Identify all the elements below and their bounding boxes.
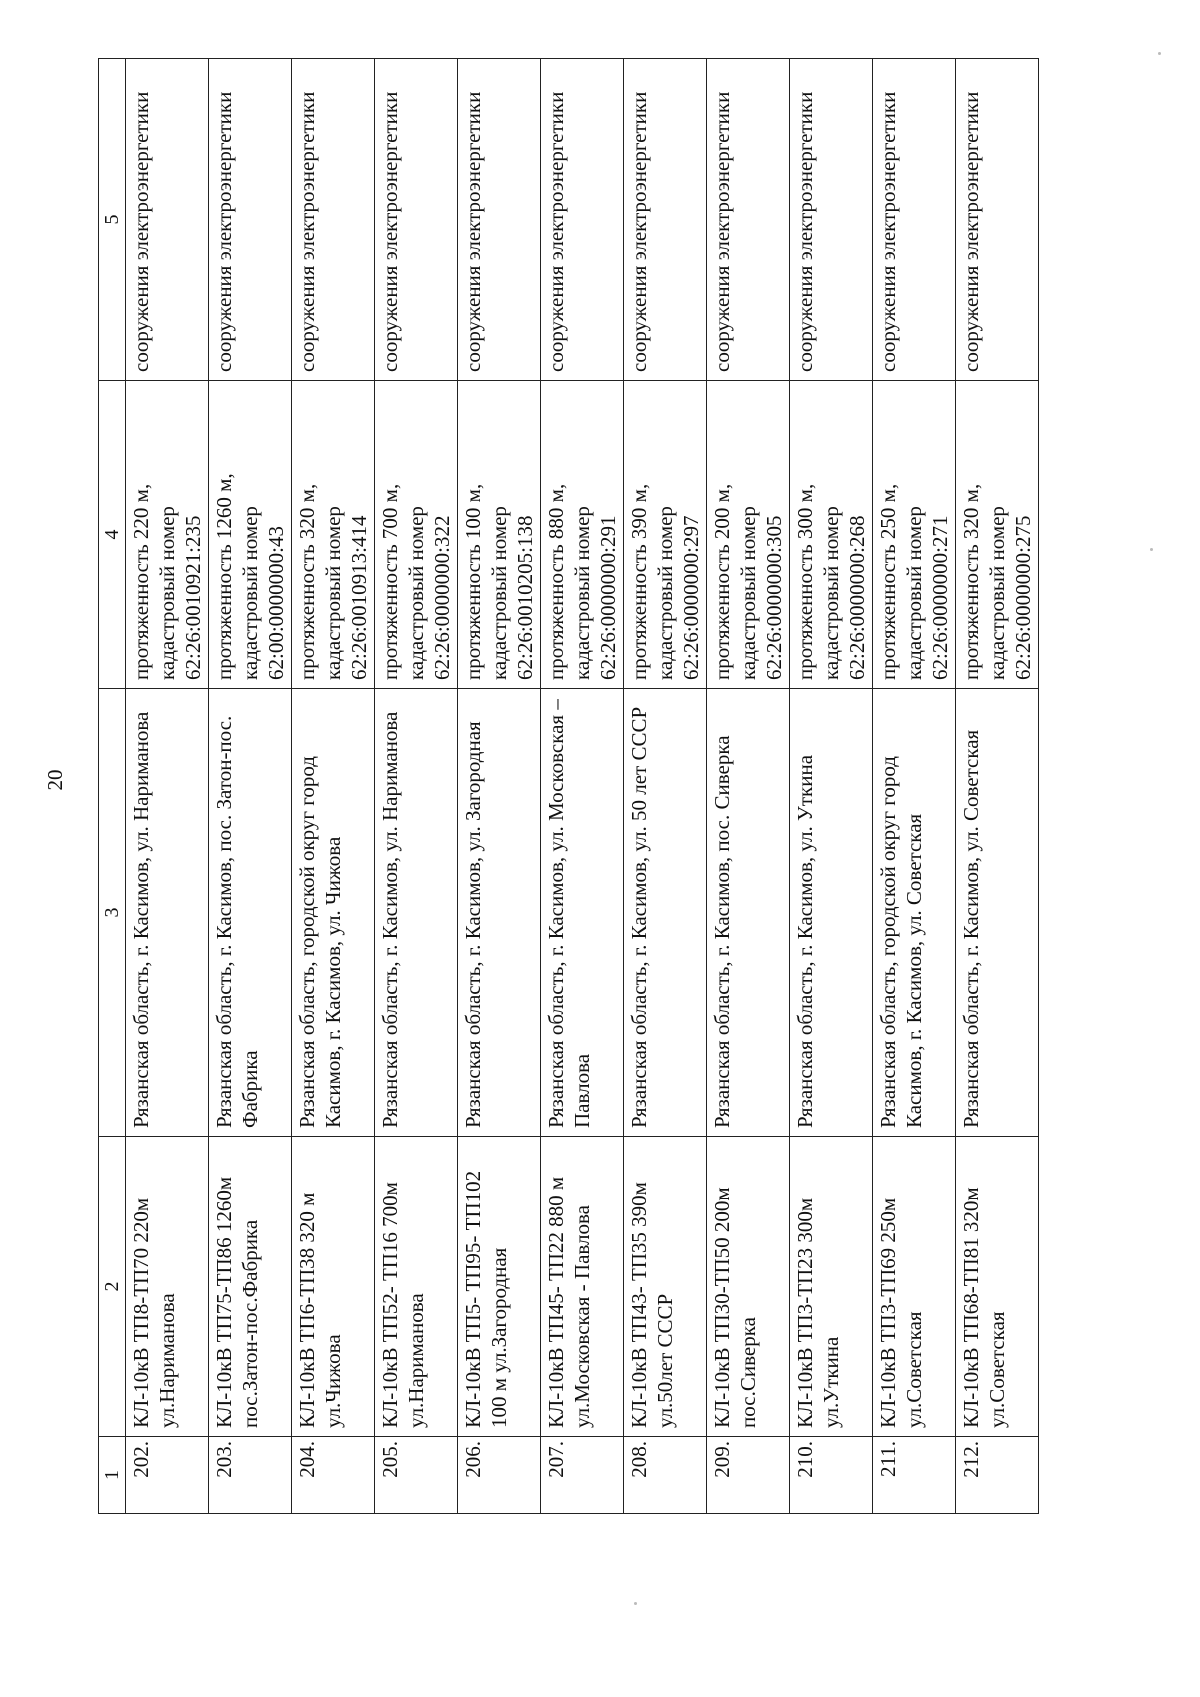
address-cell: Рязанская область, городской округ город Касимов, г. Касимов, ул. Советская (873, 689, 956, 1137)
table-row (790, 59, 873, 1514)
object-type-cell: сооружения электроэнергетики (541, 59, 624, 381)
address-cell: Рязанская область, г. Касимов, ул. Нариманова (126, 689, 209, 1137)
line-name-cell: КЛ-10кВ ТП6-ТП38 320 м ул.Чижова (292, 1137, 375, 1437)
address-cell: Рязанская область, г. Касимов, пос. Сиверка (707, 689, 790, 1137)
description-cell: протяженность 300 м, кадастровый номер 62:26:0000000:268 (790, 381, 873, 689)
table-row (956, 59, 1039, 1514)
row-number-cell: 208. (624, 1437, 707, 1514)
object-type-cell: сооружения электроэнергетики (126, 59, 209, 381)
object-type-cell: сооружения электроэнергетики (624, 59, 707, 381)
line-name-cell: КЛ-10кВ ТП68-ТП81 320м ул.Советская (956, 1137, 1039, 1437)
column-header: 3 (99, 689, 126, 1137)
table-row (292, 59, 375, 1514)
object-type-cell: сооружения электроэнергетики (790, 59, 873, 381)
address-cell: Рязанская область, г. Касимов, ул. Нариманова (375, 689, 458, 1137)
line-name-cell: КЛ-10кВ ТП3-ТП23 300м ул.Уткина (790, 1137, 873, 1437)
line-name-cell: КЛ-10кВ ТП8-ТП70 220м ул.Нариманова (126, 1137, 209, 1437)
object-type-cell: сооружения электроэнергетики (375, 59, 458, 381)
table-row (707, 59, 790, 1514)
table-row (375, 59, 458, 1514)
row-number-cell: 206. (458, 1437, 541, 1514)
register-table-container (98, 59, 1058, 1514)
description-cell: протяженность 320 м, кадастровый номер 62:26:0010913:414 (292, 381, 375, 689)
description-cell: протяженность 220 м, кадастровый номер 62:26:0010921:235 (126, 381, 209, 689)
scan-speck (1158, 52, 1161, 55)
line-name-cell: КЛ-10кВ ТП5- ТП95- ТП102 100 м ул.Загородная (458, 1137, 541, 1437)
row-number-cell: 207. (541, 1437, 624, 1514)
object-type-cell: сооружения электроэнергетики (458, 59, 541, 381)
page-number: 20 (43, 769, 67, 791)
scan-speck (1150, 548, 1153, 551)
scan-speck (634, 1602, 637, 1605)
line-name-cell: КЛ-10кВ ТП3-ТП69 250м ул.Советская (873, 1137, 956, 1437)
description-cell: протяженность 320 м, кадастровый номер 62:26:0000000:275 (956, 381, 1039, 689)
object-type-cell: сооружения электроэнергетики (707, 59, 790, 381)
line-name-cell: КЛ-10кВ ТП30-ТП50 200м пос.Сиверка (707, 1137, 790, 1437)
table-row (458, 59, 541, 1514)
row-number-cell: 203. (209, 1437, 292, 1514)
object-type-cell: сооружения электроэнергетики (209, 59, 292, 381)
row-number-cell: 204. (292, 1437, 375, 1514)
table-row (126, 59, 209, 1514)
description-cell: протяженность 200 м, кадастровый номер 62:26:0000000:305 (707, 381, 790, 689)
address-cell: Рязанская область, г. Касимов, пос. Затон-пос. Фабрика (209, 689, 292, 1137)
description-cell: протяженность 100 м, кадастровый номер 62:26:0010205:138 (458, 381, 541, 689)
address-cell: Рязанская область, г. Касимов, ул. 50 лет СССР (624, 689, 707, 1137)
table-row (209, 59, 292, 1514)
description-cell: протяженность 1260 м, кадастровый номер 62:00:0000000:43 (209, 381, 292, 689)
line-name-cell: КЛ-10кВ ТП52- ТП16 700м ул.Нариманова (375, 1137, 458, 1437)
table-row (873, 59, 956, 1514)
column-header: 1 (99, 1437, 126, 1514)
address-cell: Рязанская область, г. Касимов, ул. Уткина (790, 689, 873, 1137)
description-cell: протяженность 700 м, кадастровый номер 62:26:0000000:322 (375, 381, 458, 689)
table-row (541, 59, 624, 1514)
column-header: 2 (99, 1137, 126, 1437)
column-header: 5 (99, 59, 126, 381)
line-name-cell: КЛ-10кВ ТП43- ТП35 390м ул.50лет СССР (624, 1137, 707, 1437)
column-header: 4 (99, 381, 126, 689)
line-name-cell: КЛ-10кВ ТП45- ТП22 880 м ул.Московская - Павлова (541, 1137, 624, 1437)
row-number-cell: 202. (126, 1437, 209, 1514)
header-row (99, 59, 126, 1514)
description-cell: протяженность 250 м, кадастровый номер 62:26:0000000:271 (873, 381, 956, 689)
object-type-cell: сооружения электроэнергетики (873, 59, 956, 381)
address-cell: Рязанская область, городской округ город Касимов, г. Касимов, ул. Чижова (292, 689, 375, 1137)
row-number-cell: 210. (790, 1437, 873, 1514)
row-number-cell: 211. (873, 1437, 956, 1514)
object-type-cell: сооружения электроэнергетики (956, 59, 1039, 381)
object-type-cell: сооружения электроэнергетики (292, 59, 375, 381)
description-cell: протяженность 390 м, кадастровый номер 62:26:0000000:297 (624, 381, 707, 689)
row-number-cell: 212. (956, 1437, 1039, 1514)
row-number-cell: 209. (707, 1437, 790, 1514)
address-cell: Рязанская область, г. Касимов, ул. Загородная (458, 689, 541, 1137)
table-row (624, 59, 707, 1514)
address-cell: Рязанская область, г. Касимов, ул. Московская – Павлова (541, 689, 624, 1137)
address-cell: Рязанская область, г. Касимов, ул. Советская (956, 689, 1039, 1137)
line-name-cell: КЛ-10кВ ТП75-ТП86 1260м пос.Затон-пос.Фабрика (209, 1137, 292, 1437)
description-cell: протяженность 880 м, кадастровый номер 62:26:0000000:291 (541, 381, 624, 689)
row-number-cell: 205. (375, 1437, 458, 1514)
register-table (98, 58, 1039, 1514)
